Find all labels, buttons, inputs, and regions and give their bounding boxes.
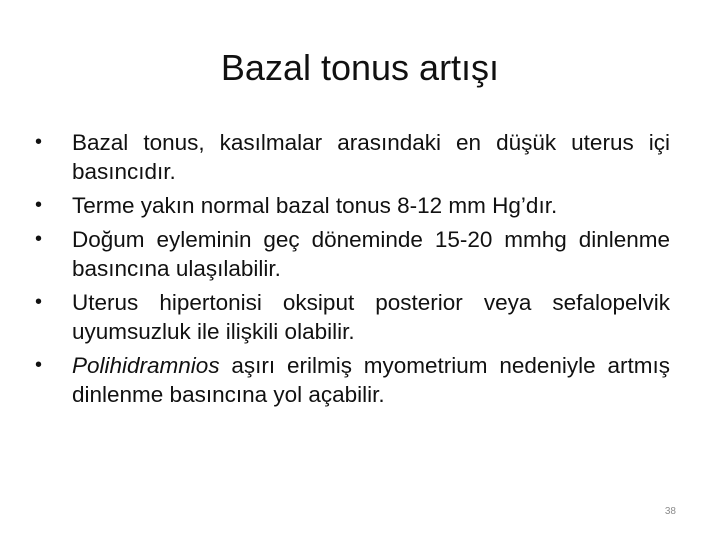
- bullet-text: Uterus hipertonisi oksiput posterior veya sefalopelvik uyumsuzluk ile ilişkili olabilir.: [72, 290, 670, 344]
- bullet-item: [72, 225, 670, 283]
- bullet-item: [72, 191, 670, 220]
- bullet-text: aşırı erilmiş myometrium nedeniyle artmış dinlenme basıncına yol açabilir.: [72, 353, 670, 407]
- bullet-text: Doğum eyleminin geç döneminde 15-20 mmhg dinlenme basıncına ulaşılabilir.: [72, 227, 670, 281]
- bullet-text: Terme yakın normal bazal tonus 8-12 mm Hg’dır.: [72, 193, 558, 218]
- bullet-item: [72, 288, 670, 346]
- bullet-item: [72, 128, 670, 186]
- bullet-text: Bazal tonus, kasılmalar arasındaki en düşük uterus içi basıncıdır.: [72, 130, 670, 184]
- bullet-italic-term: Polihidramnios: [72, 353, 220, 378]
- page-number: 38: [664, 506, 676, 517]
- bullet-item: [72, 351, 670, 409]
- slide-title: Bazal tonus artışı: [220, 47, 500, 88]
- bullet-list: [72, 128, 670, 414]
